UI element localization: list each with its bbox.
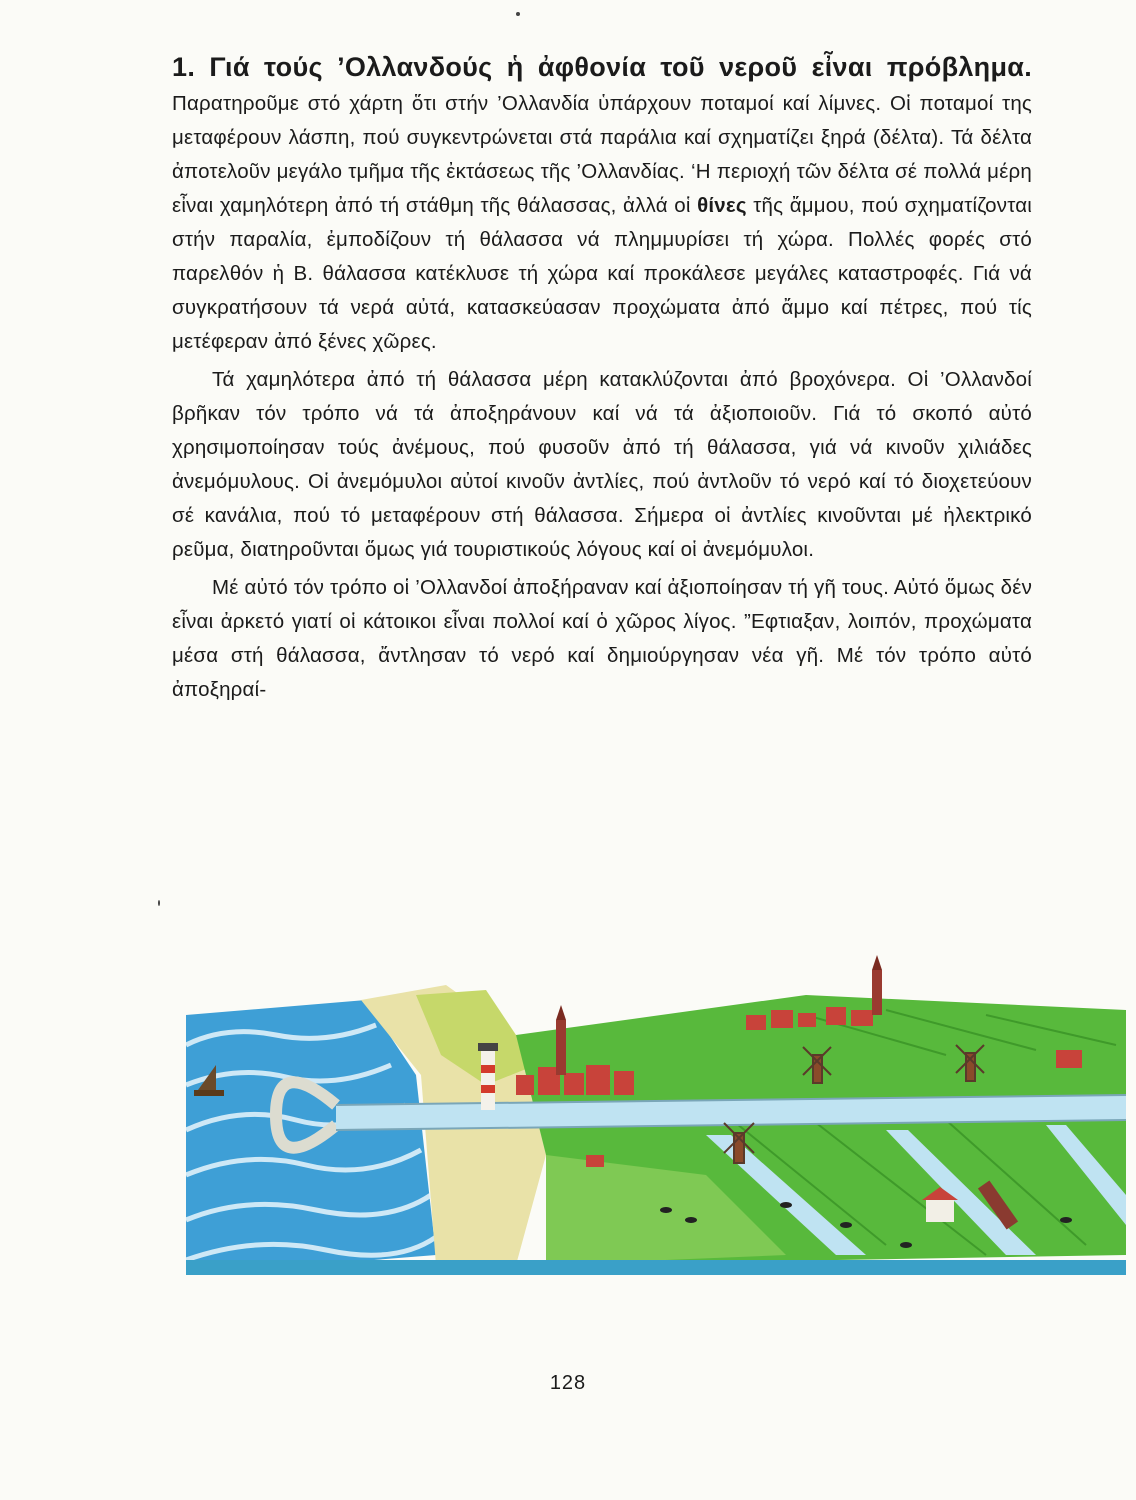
dunes-term: θίνες [697,194,747,217]
section-text [172,50,1032,711]
page-number: 128 [549,1372,587,1394]
paragraph-1-text-a: Παρατηροῦμε στό χάρτη ὅτι στήν ’Ολλανδία ὑπάρχουν ποταμοί καί λίμνες. Οἱ ποταμοί της μεταφέρουν λάσπη, πού συγκεντρώνεται στά παράλια καί σχηματίζει ξηρά (δέλτα). Τά δέλτα ἀποτελοῦν μεγάλο τμῆμα τῆς ἐκτάσεως τῆς ’Ολλανδίας. ‘Η περιοχή τῶν δέλτα σέ πολλά μέρη εἶναι χαμηλότερη ἀπό τή στάθμη τῆς θάλασσας, ἀλλά οἱ [172,92,1032,217]
paragraph-2: Τά χαμηλότερα ἀπό τή θάλασσα μέρη κατακλύζονται ἀπό βροχόνερα. Οἱ ’Ολλανδοί βρῆκαν τόν τρόπο νά τά ἀποξηράνουν καί νά τά ἀξιοποιοῦν. Γιά τό σκοπό αὐτό χρησιμοποίησαν τούς ἀνέμους, πού φυσοῦν ἀπό τή θάλασσα, γιά νά κινοῦν χιλιάδες ἀνεμόμυλους. Οἱ ἀνεμόμυλοι αὐτοί κινοῦν ἀντλίες, πού ἀντλοῦν τό νερό καί τό διοχετεύουν σέ κανάλια, πού τό μεταφέρουν στή θάλασσα. Σήμερα οἱ ἀντλίες κινοῦνται μέ ἠλεκτρικό ρεῦμα, διατηροῦνται ὅμως γιά τουριστικούς λόγους καί οἱ ἀνεμόμυλοι. [172,368,1032,561]
farmhouse [926,1200,954,1222]
section-heading: 1. Γιά τούς ’Ολλανδούς ἡ ἀφθονία τοῦ νεροῦ εἶναι πρόβλημα. [172,52,1032,82]
paragraph-3: Μέ αὐτό τόν τρόπο οἱ ’Ολλανδοί ἀποξήραναν καί ἀξιοποίησαν τή γῆ τους. Αὐτό ὅμως δέν εἶναι ἀρκετό γιατί οἱ κάτοικοι εἶναι πολλοί καί ὁ χῶρος λίγος. ”Εφτιαξαν, λοιπόν, προχώματα μέσα στή θάλασσα, ἄντλησαν τό νερό καί δημιούργησαν νέα γῆ. Μέ τόν τρόπο αὐτό ἀποξηραί- [172,576,1033,701]
paragraph-1-text-b: τῆς ἄμμου, πού σχηματίζονται στήν παραλία, ἐμποδίζουν τή θάλασσα νά πλημμυρίσει τή χώρα. Πολλές φορές στό παρελθόν ἡ Β. θάλασσα κατέκλυσε τή χώρα καί προκάλεσε μεγάλες καταστροφές. Γιά νά συγκρατήσουν τά νερά αὐτά, κατασκεύασαν προχώματα ἀπό ἄμμο καί πέτρες, πού τίς μετέφεραν ἀπό ξένες χῶρες. [172,194,1033,353]
print-speck [516,12,520,16]
church-tower [872,970,882,1015]
lighthouse [481,1050,495,1110]
dutch-polder-landscape-illustration [186,955,1126,1275]
paragraph-1 [172,50,1032,359]
print-speck [158,900,160,906]
church-tower [556,1020,566,1075]
